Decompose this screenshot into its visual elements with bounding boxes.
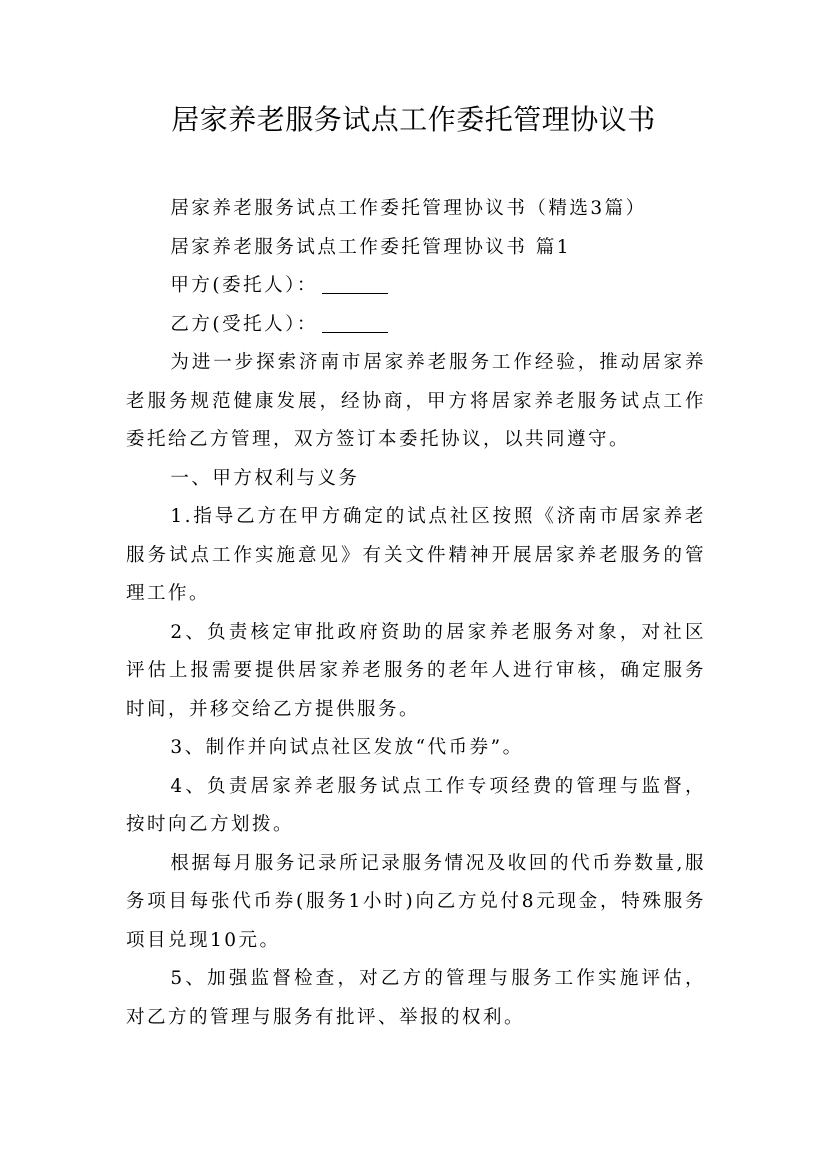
paragraph-item-4-detail: 根据每月服务记录所记录服务情况及收回的代币券数量,服务项目每张代币券(服务1小时)向乙方兑付8元现金，特殊服务项目兑现10元。 [126, 852, 706, 951]
paragraph-item-2: 2、负责核定审批政府资助的居家养老服务对象，对社区评估上报需要提供居家养老服务的老年人进行审核，确定服务时间，并移交给乙方提供服务。 [126, 621, 706, 720]
party-a-label: 甲方(委托人）： [170, 275, 318, 296]
paragraph-item-1: 1.指导乙方在甲方确定的试点社区按照《济南市居家养老服务试点工作实施意见》有关文件精神开展居家养老服务的管理工作。 [126, 506, 706, 604]
party-b-blank [322, 313, 388, 333]
party-b-label: 乙方(受托人）： [170, 313, 318, 335]
paragraph-item-4: 4、负责居家养老服务试点工作专项经费的管理与监督，按时向乙方划拨。 [126, 775, 706, 835]
paragraph-subtitle: 居家养老服务试点工作委托管理协议书（精选3篇） [170, 198, 647, 219]
document-title: 居家养老服务试点工作委托管理协议书 [171, 103, 656, 136]
paragraph-item-3: 3、制作并向试点社区发放“代币券”。 [170, 737, 524, 758]
document-body [126, 190, 706, 1037]
party-b-line [126, 306, 706, 345]
paragraph-intro: 为进一步探索济南市居家养老服务工作经验，推动居家养老服务规范健康发展，经协商，甲方将居家养老服务试点工作委托给乙方管理，双方签订本委托协议，以共同遵守。 [126, 352, 706, 450]
party-a-line [126, 267, 706, 306]
paragraph-item-5: 5、加强监督检查，对乙方的管理与服务工作实施评估，对乙方的管理与服务有批评、举报的权利。 [126, 968, 706, 1028]
paragraph-heading-party-a: 一、甲方权利与义务 [170, 467, 360, 489]
party-a-blank [322, 275, 388, 295]
paragraph-section-heading: 居家养老服务试点工作委托管理协议书 篇1 [170, 236, 572, 258]
